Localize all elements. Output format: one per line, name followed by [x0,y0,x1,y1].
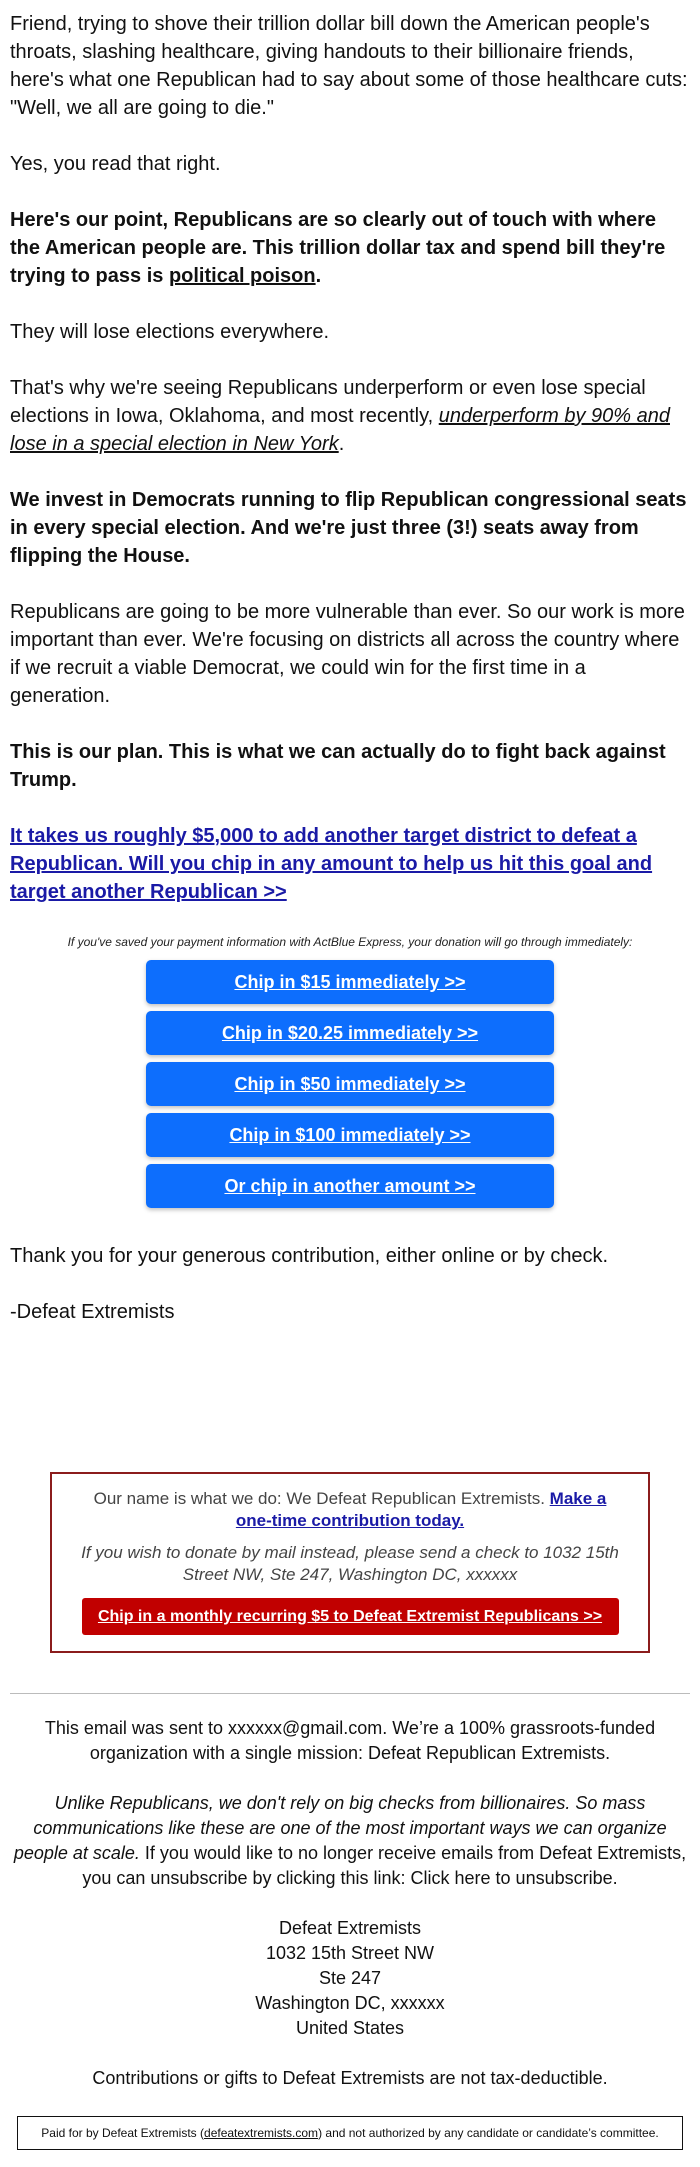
donate-button-group [10,960,690,1208]
actblue-express-note: If you've saved your payment information with ActBlue Express, your donation will go through immediately: [67,935,633,949]
promo-text [76,1488,624,1532]
special-elections-text: That's why we're seeing Republicans underperform or even lose special elections in Iowa, Oklahoma, and most recently, [10,377,646,427]
political-poison-link[interactable]: political poison [168,265,316,287]
chip-in-other-amount-button[interactable]: Or chip in another amount >> [146,1164,554,1208]
paid-post-text: ) and not authorized by any candidate or candidate’s committee. [318,2126,659,2140]
signature: -Defeat Extremists [10,1301,175,1323]
paragraph-cta [10,822,690,906]
we-invest-text: We invest in Democrats running to flip Republican congressional seats in every special election. And we're just three (3!) seats away from flipping the House. [10,489,687,567]
footer-italic-text: Unlike Republicans, we don't rely on big checks from billionaires. So mass communications like these are one of the most important ways we can organize people at scale. [13,1793,667,1863]
footer [0,1716,700,2150]
paragraph-lose-elections: They will lose elections everywhere. [10,321,330,343]
address-line: United States [295,2018,405,2038]
address-line: Ste 247 [318,1968,382,1988]
paragraph-we-invest [10,486,690,570]
tax-note: Contributions or gifts to Defeat Extremists are not tax-deductible. [92,2068,608,2088]
new-york-election-link[interactable]: underperform by 90% and lose in a special election in New York [10,405,670,455]
paragraph-our-point [10,206,690,290]
promo-name-text: Our name is what we do: We Defeat Republican Extremists. [93,1489,550,1508]
chip-in-15-button[interactable]: Chip in $15 immediately >> [146,960,554,1004]
footer-sent-to: This email was sent to xxxxxx@gmail.com. We’re a 100% grassroots-funded organization with a single mission: Defeat Republican Extremists. [44,1718,656,1763]
address-line: Defeat Extremists [278,1918,422,1938]
spacer [0,1354,700,1472]
footer-divider [10,1693,690,1694]
our-point-text: Here's our point, Republicans are so clearly out of touch with where the American people are. This trillion dollar tax and spend bill they're trying to pass is [10,209,666,287]
paid-for-disclaimer [17,2116,683,2150]
chip-in-20-25-button[interactable]: Chip in $20.25 immediately >> [146,1011,554,1055]
paid-pre-text: Paid for by Defeat Extremists ( [41,2126,205,2140]
paragraph-thank-you: Thank you for your generous contribution, either online or by check. [10,1245,609,1267]
paragraph-vulnerable: Republicans are going to be more vulnerable than ever. So our work is more important than ever. We're focusing on districts all across the country where if we recruit a viable Democrat, we could win for the first time in a generation. [10,601,685,707]
one-time-contribution-link[interactable]: Make a one-time contribution today. [235,1489,607,1530]
unsubscribe-text[interactable]: If you would like to no longer receive emails from Defeat Extremists, you can unsubscribe by clicking this link: Click here to unsubscribe. [82,1843,687,1888]
our-plan-text: This is our plan. This is what we can actually do to fight back against Trump. [10,741,666,791]
paragraph-read-that-right: Yes, you read that right. [10,153,221,175]
website-link[interactable]: defeatextremists.com [204,2126,319,2140]
chip-in-50-button[interactable]: Chip in $50 immediately >> [146,1062,554,1106]
monthly-recurring-button[interactable]: Chip in a monthly recurring $5 to Defeat Extremist Republicans >> [82,1598,619,1635]
special-elections-period: . [338,433,345,455]
mail-donation-note: If you wish to donate by mail instead, please send a check to 1032 15th Street NW, Ste 247, Washington DC, xxxxxx [81,1543,619,1584]
paragraph-special-elections [10,374,690,458]
paragraph-intro: Friend, trying to shove their trillion dollar bill down the American people's throats, slashing healthcare, giving handouts to their billionaire friends, here's what one Republican had to say about some of those healthcare cuts: "Well, we all are going to die." [10,13,688,119]
promo-box [50,1472,650,1653]
mailing-address [12,1916,688,2041]
paragraph-our-plan [10,738,690,794]
address-line: Washington DC, xxxxxx [255,1993,445,2013]
chip-in-100-button[interactable]: Chip in $100 immediately >> [146,1113,554,1157]
target-district-cta-link[interactable]: It takes us roughly $5,000 to add another target district to defeat a Republican. Will you chip in any amount to help us hit this goal and target another Republican >> [10,825,653,903]
our-point-bold [10,209,665,287]
address-line: 1032 15th Street NW [265,1943,435,1963]
footer-unsubscribe-paragraph [12,1791,688,1891]
our-point-period: . [315,265,322,287]
